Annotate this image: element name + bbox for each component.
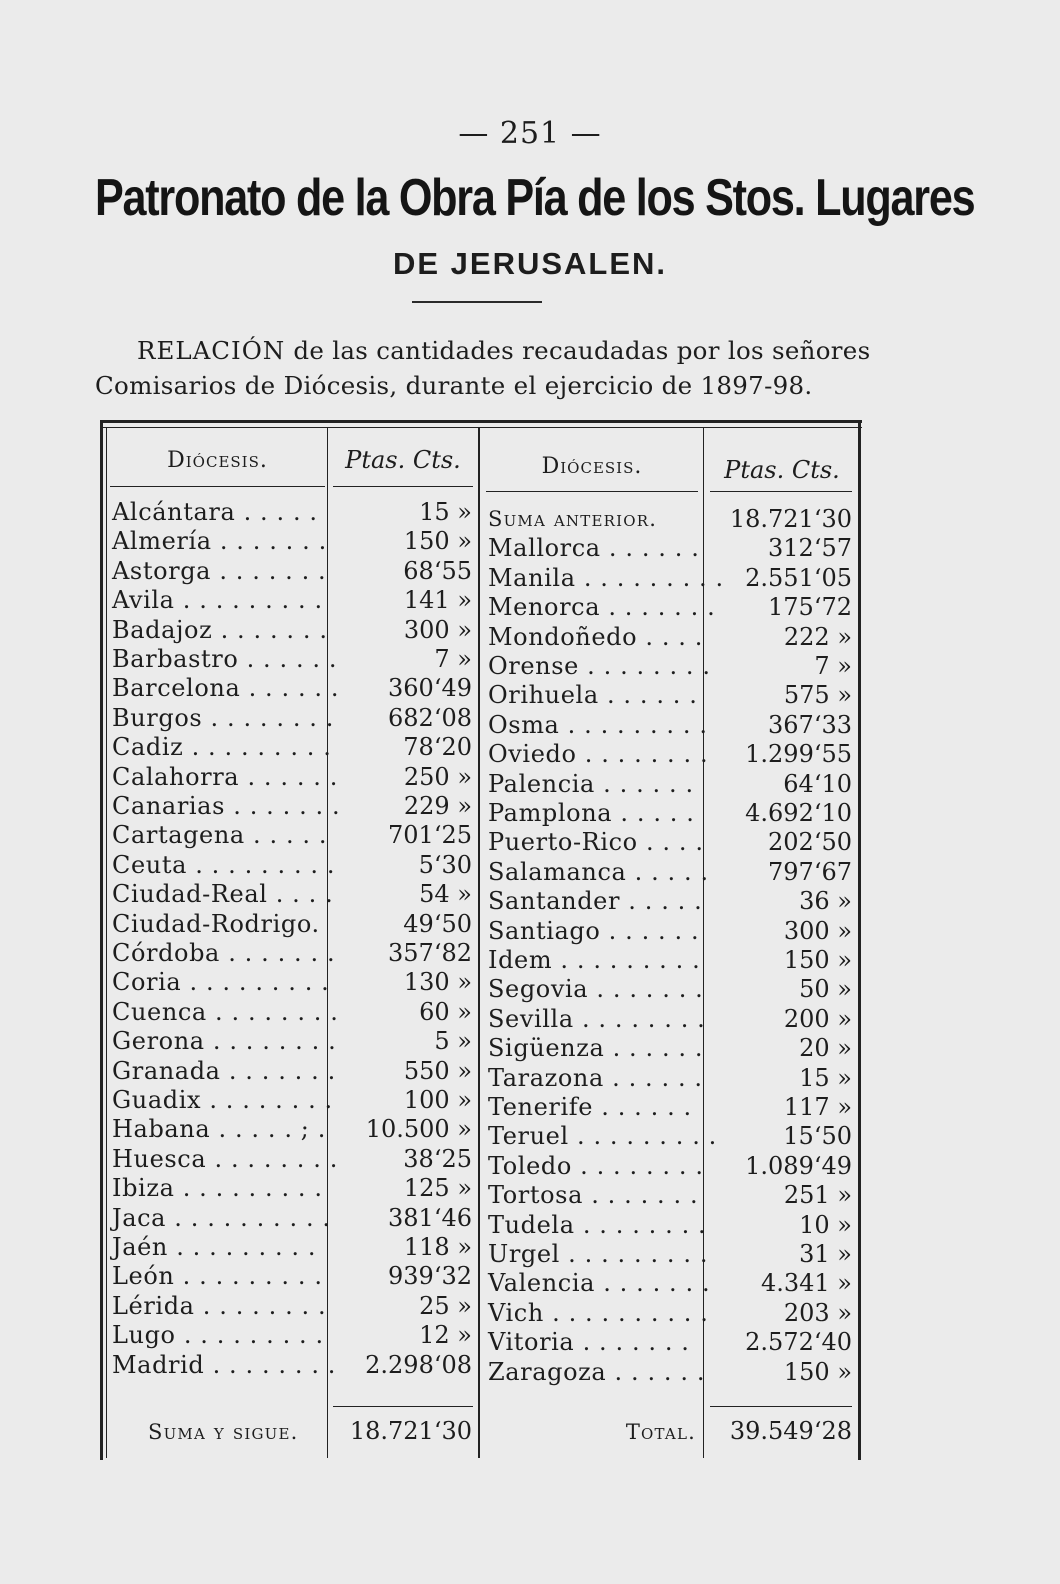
diocese-name: Madrid . . . . . . . . (112, 1350, 337, 1379)
diocese-name: Orihuela . . . . . . (488, 681, 698, 710)
table-top-rule (100, 420, 862, 423)
diocese-name: Barcelona . . . . . . (112, 674, 340, 703)
table-row (0, 711, 1060, 741)
diocese-name: Zaragoza . . . . . . (488, 1357, 706, 1386)
diocese-name: Huesca . . . . . . . . (112, 1144, 338, 1173)
table-row (0, 828, 1060, 858)
table-row (0, 534, 1060, 564)
amount-value: 15‘50 (783, 1122, 852, 1151)
table-row (0, 623, 1060, 653)
amount-value: 20 » (799, 1034, 852, 1063)
page-title: Patronato de la Obra Pía de los Stos. Lugares (95, 169, 975, 227)
amount-value: 4.692‘10 (745, 799, 852, 827)
amount-value: 130 » (403, 968, 472, 997)
amount-value: 15 » (419, 498, 472, 526)
amount-value: 367‘33 (768, 710, 852, 739)
diocese-name: Teruel . . . . . . . . . (488, 1122, 717, 1151)
amount-value: 64‘10 (783, 769, 852, 798)
amount-value: 2.551‘05 (745, 563, 852, 592)
amount-value: 68‘55 (403, 556, 472, 585)
footer-right-label: Total. (625, 1420, 696, 1444)
amount-value: 38‘25 (403, 1144, 472, 1173)
footer-left-label: Suma y sigue. (148, 1420, 299, 1444)
table-row (0, 1093, 1060, 1123)
amount-value: 5‘30 (418, 850, 472, 879)
diocese-name: Oviedo . . . . . . . . (488, 740, 709, 769)
diocese-name: Mondoñedo . . . . (488, 622, 703, 651)
diocese-name: Lérida . . . . . . . . (112, 1291, 327, 1320)
amount-value: 49‘50 (403, 909, 472, 938)
header-underline-3 (486, 491, 698, 492)
diocese-name: Vitoria . . . . . . . (488, 1328, 690, 1357)
amount-value: 300 » (403, 615, 472, 644)
amount-value: 357‘82 (388, 939, 472, 967)
table-row (0, 1328, 1060, 1358)
amount-value: 25 » (419, 1291, 472, 1320)
diocese-name: Vich . . . . . . . . . . (488, 1298, 709, 1327)
amount-value: 200 » (783, 1004, 852, 1033)
amount-value: 2.298‘08 (365, 1350, 472, 1379)
header-underline-2 (333, 486, 473, 487)
table-row (0, 770, 1060, 800)
diocese-name: Mallorca . . . . . . (488, 534, 700, 563)
table-row (0, 1152, 1060, 1182)
amount-value: 575 » (783, 681, 852, 710)
intro-line-2: Comisarios de Diócesis, durante el ejercicio de 1897-98. (95, 371, 813, 400)
amount-value: 118 » (403, 1233, 472, 1261)
diocese-name: Almería . . . . . . . (112, 527, 327, 556)
amount-value: 312‘57 (768, 534, 852, 563)
diocese-name: Canarias . . . . . . . (112, 792, 341, 820)
diocese-name: Ibiza . . . . . . . . . (112, 1174, 323, 1203)
amount-value: 682‘08 (388, 703, 472, 732)
diocese-name: Manila . . . . . . . . . (488, 563, 724, 592)
diocese-name: Santiago . . . . . . (488, 916, 700, 945)
title-divider (412, 301, 542, 303)
table-row (0, 858, 1060, 888)
diocese-name: Cuenca . . . . . . . . (112, 997, 339, 1026)
header-underline-4 (710, 491, 852, 492)
diocese-name: Palencia . . . . . . (488, 769, 694, 798)
diocese-name: Osma . . . . . . . . . (488, 710, 708, 739)
table-row (0, 1122, 1060, 1152)
diocese-name: Urgel . . . . . . . . . (488, 1240, 709, 1268)
amount-value: 381‘46 (388, 1203, 472, 1232)
diocese-name: Astorga . . . . . . . (112, 556, 327, 585)
table-row (0, 1034, 1060, 1064)
amount-value: 797‘67 (768, 857, 852, 886)
amount-value: 36 » (799, 887, 852, 916)
diocese-name: Jaén . . . . . . . . . (112, 1233, 317, 1261)
diocese-name: Córdoba . . . . . . . (112, 939, 336, 967)
diocese-name: Ceuta . . . . . . . . . (112, 850, 336, 879)
amount-value: 15 » (799, 1063, 852, 1092)
diocese-name: Ciudad-Rodrigo. (112, 909, 320, 938)
footer-left-amount: 18.721‘30 (349, 1417, 472, 1445)
amount-value: 4.341 » (760, 1269, 852, 1298)
header-amount-right: Ptas. Cts. (724, 456, 840, 484)
amount-value: 2.572‘40 (745, 1328, 852, 1357)
table-row (0, 505, 1060, 535)
amount-value: 54 » (419, 880, 472, 909)
intro-line-1: de las cantidades recaudadas por los señores (285, 336, 871, 365)
amount-value: 141 » (403, 586, 472, 615)
amount-value: 7 » (814, 652, 852, 680)
diocese-name: Gerona . . . . . . . . (112, 1027, 337, 1056)
page-number: — 251 — (458, 116, 602, 151)
diocese-name: Tortosa . . . . . . . (488, 1181, 699, 1210)
table-row (0, 740, 1060, 770)
amount-value: 250 » (403, 762, 472, 791)
amount-value: 939‘32 (388, 1262, 472, 1291)
table-top-rule-inner (100, 427, 862, 428)
amount-value: 360‘49 (388, 674, 472, 703)
table-row (0, 1299, 1060, 1329)
diocese-name: Salamanca . . . . . (488, 857, 709, 886)
table-row (0, 1181, 1060, 1211)
diocese-name: Coria . . . . . . . . . (112, 968, 330, 997)
amount-value: 60 » (419, 997, 472, 1026)
amount-value: 100 » (403, 1086, 472, 1114)
table-row (0, 1211, 1060, 1241)
amount-value: 251 » (783, 1181, 852, 1210)
amount-value: 10 » (799, 1210, 852, 1239)
amount-value: 150 » (783, 1357, 852, 1386)
amount-value: 117 » (783, 1093, 852, 1121)
amount-value: 300 » (783, 916, 852, 945)
diocese-name: Segovia . . . . . . . (488, 975, 704, 1004)
diocese-name: Santander . . . . . (488, 887, 703, 916)
diocese-name: Calahorra . . . . . . (112, 762, 338, 791)
amount-value: 203 » (783, 1298, 852, 1327)
amount-value: 125 » (403, 1174, 472, 1203)
amount-value: 10.500 » (365, 1115, 472, 1144)
diocese-name: Sevilla . . . . . . . . (488, 1004, 706, 1033)
diocese-name: Ciudad-Real . . . . (112, 880, 334, 909)
header-underline-1 (110, 486, 325, 487)
amount-value: 31 » (799, 1240, 852, 1268)
diocese-name: Puerto-Rico . . . . (488, 828, 704, 857)
diocese-name: Tenerife . . . . . . (488, 1093, 692, 1121)
table-row (0, 1240, 1060, 1270)
table-row (0, 1269, 1060, 1299)
diocese-name: Jaca . . . . . . . . . . (112, 1203, 331, 1232)
diocese-name: Cadiz . . . . . . . . . (112, 733, 332, 762)
intro-lead: RELACIÓN (137, 336, 286, 365)
amount-value: 50 » (799, 975, 852, 1004)
amount-value: 150 » (783, 946, 852, 974)
footer-right-amount: 39.549‘28 (729, 1417, 852, 1445)
amount-value: 18.721‘30 (729, 505, 852, 533)
diocese-name: Burgos . . . . . . . . (112, 703, 334, 732)
table-row (0, 681, 1060, 711)
amount-value: 7 » (434, 645, 472, 673)
subtotal-rule-left (333, 1406, 473, 1407)
table-row (0, 593, 1060, 623)
diocese-name: Barbastro . . . . . . (112, 645, 338, 673)
table-row (0, 1005, 1060, 1035)
amount-value: 78‘20 (403, 733, 472, 762)
amount-value: 175‘72 (768, 593, 852, 622)
amount-value: 701‘25 (388, 821, 472, 850)
table-row (0, 917, 1060, 947)
diocese-name: León . . . . . . . . . (112, 1262, 323, 1291)
table-row (0, 946, 1060, 976)
table-row (0, 799, 1060, 829)
amount-value: 222 » (783, 622, 852, 651)
diocese-name: Tarazona . . . . . . (488, 1063, 703, 1092)
amount-value: 550 » (403, 1056, 472, 1085)
amount-value: 202‘50 (768, 828, 852, 857)
diocese-name: Guadix . . . . . . . . (112, 1086, 333, 1114)
diocese-name: Menorca . . . . . . . (488, 593, 716, 622)
diocese-name: Orense . . . . . . . . (488, 652, 711, 680)
diocese-name: Granada . . . . . . . (112, 1056, 336, 1085)
table-row (0, 652, 1060, 682)
table-row (0, 1358, 1060, 1388)
header-diocesis-right: Diócesis. (541, 454, 643, 479)
amount-value: 229 » (403, 792, 472, 820)
amount-value: 150 » (403, 527, 472, 556)
diocese-name: Sigüenza . . . . . . (488, 1034, 704, 1063)
diocese-name: Badajoz . . . . . . . (112, 615, 328, 644)
diocese-name: Pamplona . . . . . (488, 799, 695, 827)
diocese-name: Alcántara . . . . . (112, 498, 318, 526)
diocese-name: Toledo . . . . . . . . (488, 1151, 704, 1180)
diocese-name: Habana . . . . . ; . (112, 1115, 326, 1144)
diocese-name: Cartagena . . . . . (112, 821, 328, 850)
header-amount-left: Ptas. Cts. (345, 446, 461, 474)
diocese-name: Suma anterior. (488, 507, 658, 531)
subtotal-rule-right (710, 1406, 852, 1407)
diocese-name: Lugo . . . . . . . . . (112, 1321, 324, 1350)
amount-value: 1.089‘49 (745, 1151, 852, 1180)
diocese-name: Valencia . . . . . . . (488, 1269, 711, 1298)
table-row (0, 1064, 1060, 1094)
table-row (0, 564, 1060, 594)
table-row (0, 887, 1060, 917)
amount-value: 1.299‘55 (745, 740, 852, 769)
diocese-name: Avila . . . . . . . . . (112, 586, 323, 615)
header-diocesis-left: Diócesis. (167, 448, 268, 473)
diocese-name: Idem . . . . . . . . . (488, 946, 701, 974)
table-row (0, 975, 1060, 1005)
amount-value: 5 » (434, 1027, 472, 1056)
amount-value: 12 » (419, 1321, 472, 1350)
intro-paragraph (95, 333, 875, 403)
page-subtitle: DE JERUSALEN. (392, 246, 668, 281)
diocese-name: Tudela . . . . . . . . (488, 1210, 707, 1239)
